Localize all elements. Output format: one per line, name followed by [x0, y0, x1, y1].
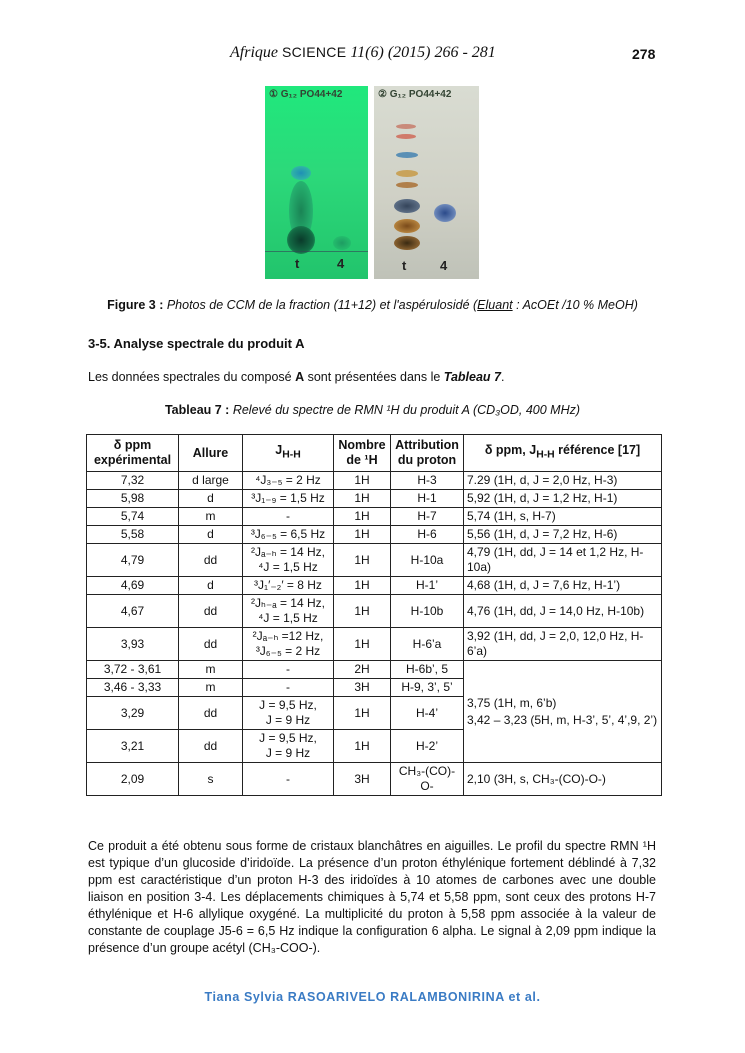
cell-allure: dd: [179, 730, 243, 763]
cell-count: 1H: [334, 730, 391, 763]
table-caption-label: Tableau 7 :: [164, 403, 230, 417]
cell-j-line2: J = 9 Hz: [265, 713, 311, 727]
cell-reference: 4,76 (1H, dd, J = 14,0 Hz, H-10b): [464, 595, 662, 628]
figure-tlc-photos: [265, 86, 480, 279]
cell-shift: 5,74: [87, 508, 179, 526]
cell-allure: d: [179, 490, 243, 508]
figure-caption: Figure 3 : Photos de CCM de la fraction (11+12) et l'aspérulosidé (Eluant : AcOEt /10 % MeOH): [107, 298, 638, 312]
cell-j-line1: ²Jₐ₋ₕ = 14 Hz,: [250, 545, 325, 559]
cell-count: 1H: [334, 544, 391, 577]
cell-count: 1H: [334, 595, 391, 628]
cell-reference-merged: [464, 661, 662, 763]
cell-attribution: H-6’a: [391, 628, 464, 661]
cell-j: [243, 730, 334, 763]
cell-allure: dd: [179, 628, 243, 661]
journal-reference: [230, 44, 496, 62]
table-row: [87, 508, 662, 526]
cell-shift: 5,58: [87, 526, 179, 544]
journal-name: Afrique: [230, 44, 278, 61]
cell-attribution: H-1’: [391, 577, 464, 595]
cell-shift: 3,29: [87, 697, 179, 730]
cell-allure: m: [179, 661, 243, 679]
header-j-main: J: [275, 443, 283, 458]
cell-j: [243, 628, 334, 661]
header-reference-sub: H-H: [536, 449, 555, 461]
cell-allure: m: [179, 679, 243, 697]
cell-j: -: [243, 763, 334, 796]
cell-j: -: [243, 679, 334, 697]
cell-j: ⁴J₃₋₅ = 2 Hz: [243, 472, 334, 490]
spot-4: [333, 236, 351, 250]
page-number: 278: [632, 46, 656, 62]
intro-mid: sont présentées dans le: [304, 370, 444, 384]
header-j-sub: H-H: [282, 449, 301, 461]
table-row: [87, 577, 662, 595]
header-allure: Allure: [179, 435, 243, 472]
table-caption: [0, 403, 745, 417]
cell-allure: s: [179, 763, 243, 796]
cell-j: ³J₆₋₅ = 6,5 Hz: [243, 526, 334, 544]
table-row: [87, 526, 662, 544]
cell-j: ³J₁′₋₂′ = 8 Hz: [243, 577, 334, 595]
figure-caption-label: Figure 3 :: [107, 298, 164, 312]
cell-j-line2: ⁴J = 1,5 Hz: [258, 611, 318, 625]
cell-allure: d: [179, 577, 243, 595]
plate1-baseline: [265, 251, 368, 252]
cell-attribution: H-9, 3’, 5’: [391, 679, 464, 697]
figure-caption-rest: : AcOEt /10 % MeOH): [512, 298, 638, 312]
cell-j-line2: ³J₆₋₅ = 2 Hz: [255, 644, 321, 658]
cell-shift: 3,72 - 3,61: [87, 661, 179, 679]
cell-j-line2: ⁴J = 1,5 Hz: [258, 560, 318, 574]
cell-j: -: [243, 661, 334, 679]
cell-reference: 2,10 (3H, s, CH₃-(CO)-O-): [464, 763, 662, 796]
figure-caption-eluant: Eluant: [477, 298, 513, 312]
cell-allure: m: [179, 508, 243, 526]
cell-j-line1: ²Jₐ₋ₕ =12 Hz,: [252, 629, 324, 643]
intro-table-ref: Tableau 7: [443, 370, 501, 384]
cell-reference: 5,74 (1H, s, H-7): [464, 508, 662, 526]
cell-j: [243, 697, 334, 730]
cell-j: [243, 544, 334, 577]
cell-attribution: H-7: [391, 508, 464, 526]
merged-ref-line1: 3,75 (1H, m, 6’b): [467, 695, 557, 710]
cell-j: [243, 595, 334, 628]
cell-j-line1: J = 9,5 Hz,: [259, 698, 317, 712]
plate1-lane-t: t: [295, 256, 300, 271]
cell-reference: 5,56 (1H, d, J = 7,2 Hz, H-6): [464, 526, 662, 544]
cell-count: 1H: [334, 508, 391, 526]
journal-volume: 11(6) (2015) 266 - 281: [350, 44, 496, 61]
table-row: [87, 490, 662, 508]
cell-count: 1H: [334, 472, 391, 490]
cell-shift: 5,98: [87, 490, 179, 508]
cell-count: 1H: [334, 490, 391, 508]
header-reference-tail: référence [17]: [554, 443, 641, 458]
cell-allure: d large: [179, 472, 243, 490]
cell-attribution: H-1: [391, 490, 464, 508]
table-row: [87, 661, 662, 679]
cell-reference: 3,92 (1H, dd, J = 2,0, 12,0 Hz, H-6’a): [464, 628, 662, 661]
figure-caption-text: Photos de CCM de la fraction (11+12) et l'aspérulosidé: [163, 298, 473, 312]
cell-shift: 4,67: [87, 595, 179, 628]
band-1: [396, 124, 416, 129]
cell-attribution: H-4’: [391, 697, 464, 730]
header-j: [243, 435, 334, 472]
merged-ref-line2: 3,42 – 3,23 (5H, m, H-3’, 5’, 4’,9, 2’): [467, 712, 658, 727]
journal-sc: SCIENCE: [282, 44, 347, 60]
cell-shift: 3,21: [87, 730, 179, 763]
cell-j: -: [243, 508, 334, 526]
cell-j-line1: ²Jₕ₋ₐ = 14 Hz,: [250, 596, 325, 610]
cell-shift: 3,46 - 3,33: [87, 679, 179, 697]
nmr-table: [86, 434, 662, 796]
intro-end: .: [501, 370, 505, 384]
cell-reference: 5,92 (1H, d, J = 1,2 Hz, H-1): [464, 490, 662, 508]
table-row: [87, 544, 662, 577]
cell-attribution: H-10a: [391, 544, 464, 577]
cell-count: 3H: [334, 679, 391, 697]
cell-attribution: H-10b: [391, 595, 464, 628]
table-row: [87, 472, 662, 490]
cell-count: 1H: [334, 526, 391, 544]
cell-attribution: H-2’: [391, 730, 464, 763]
header-reference: [464, 435, 662, 472]
cell-attribution: H-3: [391, 472, 464, 490]
tlc-plate-uv: [265, 86, 368, 279]
cell-shift: 2,09: [87, 763, 179, 796]
header-reference-main: δ ppm, J: [484, 443, 537, 458]
plate2-lane-4: 4: [440, 258, 448, 273]
cell-j: ³J₁₋₉ = 1,5 Hz: [243, 490, 334, 508]
cell-reference: 4,79 (1H, dd, J = 14 et 1,2 Hz, H-10a): [464, 544, 662, 577]
cell-allure: dd: [179, 544, 243, 577]
band-7: [394, 219, 420, 233]
cell-reference: 7.29 (1H, d, J = 2,0 Hz, H-3): [464, 472, 662, 490]
cell-count: 2H: [334, 661, 391, 679]
cell-attribution: H-6b’, 5: [391, 661, 464, 679]
plate2-lane-t: t: [402, 258, 407, 273]
body-paragraph: Ce produit a été obtenu sous forme de cristaux blanchâtres en aiguilles. Le profil du spectre RMN ¹H est typique d’un glucoside d’iridoïde. La présence d’un proton éthylénique fortement déblindé à 7,32 ppm est caractéristique d’un proton H-3 des iridoïdes à 10 atomes de carbones avec une double liaison en position 3-4. Les déplacements chimiques à 5,74 et 5,58 ppm, sont ceux des protons H-7 éthylénique et H-6 allylique oxygéné. La multiplicité du proton à 5,58 ppm associée à la valeur de constante de couplage J5-6 = 6,5 Hz indique la configuration 6 alpha. Le signal à 2,09 ppm indique la présence d’un groupe acétyl (CH₃-COO-).: [88, 839, 656, 955]
band-6: [394, 199, 420, 213]
cell-j-line1: J = 9,5 Hz,: [259, 731, 317, 745]
cell-allure: dd: [179, 595, 243, 628]
cell-allure: d: [179, 526, 243, 544]
band-8: [394, 236, 420, 250]
plate1-label: ① G₁₂ PO44+42: [269, 89, 343, 100]
band-5: [396, 182, 418, 188]
table-header-row: [87, 435, 662, 472]
cell-shift: 3,93: [87, 628, 179, 661]
cell-shift: 4,69: [87, 577, 179, 595]
intro-pre: Les données spectrales du composé: [88, 370, 296, 384]
band-4: [396, 170, 418, 177]
table-row: [87, 763, 662, 796]
header-attribution: Attribution du proton: [391, 435, 464, 472]
header-count: Nombre de ¹H: [334, 435, 391, 472]
table-row: [87, 628, 662, 661]
spot-4-revealed: [434, 204, 456, 222]
spot-t-upper: [291, 166, 311, 180]
cell-shift: 4,79: [87, 544, 179, 577]
cell-count: 1H: [334, 628, 391, 661]
spot-t-base: [287, 226, 315, 254]
header-shift: δ ppm expérimental: [87, 435, 179, 472]
cell-attribution: H-6: [391, 526, 464, 544]
table-row: [87, 595, 662, 628]
cell-count: 1H: [334, 577, 391, 595]
cell-attribution: CH₃-(CO)-O-: [391, 763, 464, 796]
intro-sentence: [88, 370, 504, 384]
cell-count: 1H: [334, 697, 391, 730]
table-caption-text: Relevé du spectre de RMN ¹H du produit A (CD₃OD, 400 MHz): [229, 403, 581, 417]
cell-allure: dd: [179, 697, 243, 730]
band-3: [396, 152, 418, 158]
plate2-label: ② G₁₂ PO44+42: [378, 89, 452, 100]
page-header: [0, 38, 745, 64]
cell-shift: 7,32: [87, 472, 179, 490]
cell-count: 3H: [334, 763, 391, 796]
footer-authors: Tiana Sylvia RASOARIVELO RALAMBONIRINA et al.: [204, 990, 541, 1004]
cell-j-line2: J = 9 Hz: [265, 746, 311, 760]
intro-compound: A: [295, 370, 305, 384]
tlc-plate-revealed: [374, 86, 479, 279]
band-2: [396, 134, 416, 139]
plate1-lane-4: 4: [337, 256, 345, 271]
section-title: 3-5. Analyse spectrale du produit A: [88, 336, 305, 351]
cell-reference: 4,68 (1H, d, J = 7,6 Hz, H-1’): [464, 577, 662, 595]
